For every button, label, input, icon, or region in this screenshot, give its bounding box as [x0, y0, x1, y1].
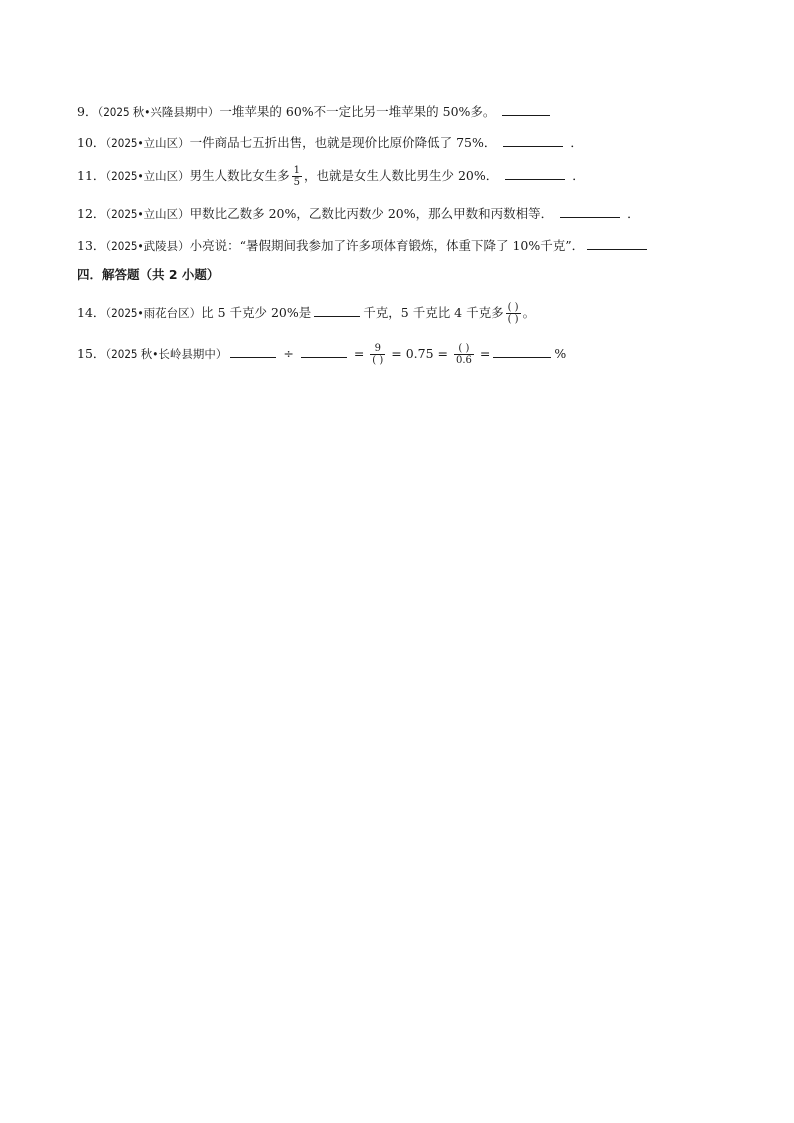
fraction-denominator: 5 — [293, 177, 300, 188]
question-13 — [77, 237, 650, 255]
question-source: （2025 秋•长岭县期中） — [105, 347, 228, 361]
answer-blank[interactable] — [314, 304, 360, 317]
fraction-denominator[interactable]: ( ) — [372, 355, 384, 366]
answer-blank[interactable] — [505, 167, 565, 180]
question-text: 男生人数比女生多 — [189, 168, 290, 183]
question-text: 甲数比乙数多 20%，乙数比丙数少 20%，那么甲数和丙数相等． — [189, 206, 554, 221]
fraction-nine-over-blank — [370, 343, 385, 366]
question-text: ，也就是女生人数比男生少 20%． — [303, 168, 499, 183]
question-source: （2025•武陵县） — [105, 239, 190, 253]
question-source: （2025•立山区） — [105, 169, 190, 183]
fraction-blank — [506, 302, 521, 325]
equals-sign: = — [479, 346, 491, 361]
question-number: 14． — [77, 305, 106, 320]
question-9 — [77, 103, 553, 121]
question-text: 小亮说：“暑假期间我参加了许多项体育锻炼，体重下降了 10%千克”． — [189, 238, 585, 253]
question-end: ． — [627, 206, 640, 221]
fraction-numerator[interactable]: ( ) — [458, 343, 470, 354]
equals-decimal: = 0.75 = — [391, 346, 448, 361]
question-number: 13． — [77, 238, 106, 253]
fraction-numerator: 9 — [374, 343, 381, 354]
fraction-numerator: 1 — [293, 165, 300, 176]
fraction-blank-over-decimal — [454, 343, 474, 366]
question-end: 。 — [522, 305, 536, 320]
fraction-one-fifth — [292, 165, 302, 188]
answer-blank[interactable] — [493, 345, 551, 358]
answer-blank[interactable] — [502, 103, 550, 116]
fraction-denominator[interactable]: ( ) — [507, 314, 519, 325]
question-number: 9． — [77, 104, 98, 119]
answer-blank[interactable] — [587, 237, 647, 250]
question-text: 一堆苹果的 60%不一定比另一堆苹果的 50%多。 — [219, 104, 496, 119]
question-source: （2025•雨花台区） — [105, 306, 202, 320]
question-12 — [77, 205, 640, 223]
question-source: （2025•立山区） — [105, 136, 190, 150]
question-end: ． — [570, 135, 583, 150]
question-text: 比 5 千克少 20%是 — [201, 305, 312, 320]
answer-blank[interactable] — [230, 345, 276, 358]
question-text: 千克，5 千克比 4 千克多 — [363, 305, 504, 320]
question-number: 10． — [77, 135, 106, 150]
division-sign: ÷ — [283, 346, 294, 361]
answer-blank[interactable] — [560, 205, 620, 218]
question-source: （2025 秋•兴隆县期中） — [97, 105, 220, 119]
question-10 — [77, 134, 583, 152]
question-14 — [77, 302, 535, 325]
question-number: 15． — [77, 346, 106, 361]
question-text: 一件商品七五折出售，也就是现价比原价降低了 75%． — [189, 135, 497, 150]
question-15 — [77, 343, 566, 366]
section-heading: 四．解答题（共 2 小题） — [77, 267, 220, 282]
question-number: 12． — [77, 206, 106, 221]
percent-sign: % — [554, 346, 567, 361]
question-source: （2025•立山区） — [105, 207, 190, 221]
question-11 — [77, 165, 585, 188]
fraction-denominator: 0.6 — [455, 355, 472, 366]
equals-sign: = — [353, 346, 365, 361]
answer-blank[interactable] — [301, 345, 347, 358]
question-end: ． — [572, 168, 585, 183]
fraction-numerator[interactable]: ( ) — [507, 302, 519, 313]
question-number: 11． — [77, 168, 106, 183]
answer-blank[interactable] — [503, 134, 563, 147]
